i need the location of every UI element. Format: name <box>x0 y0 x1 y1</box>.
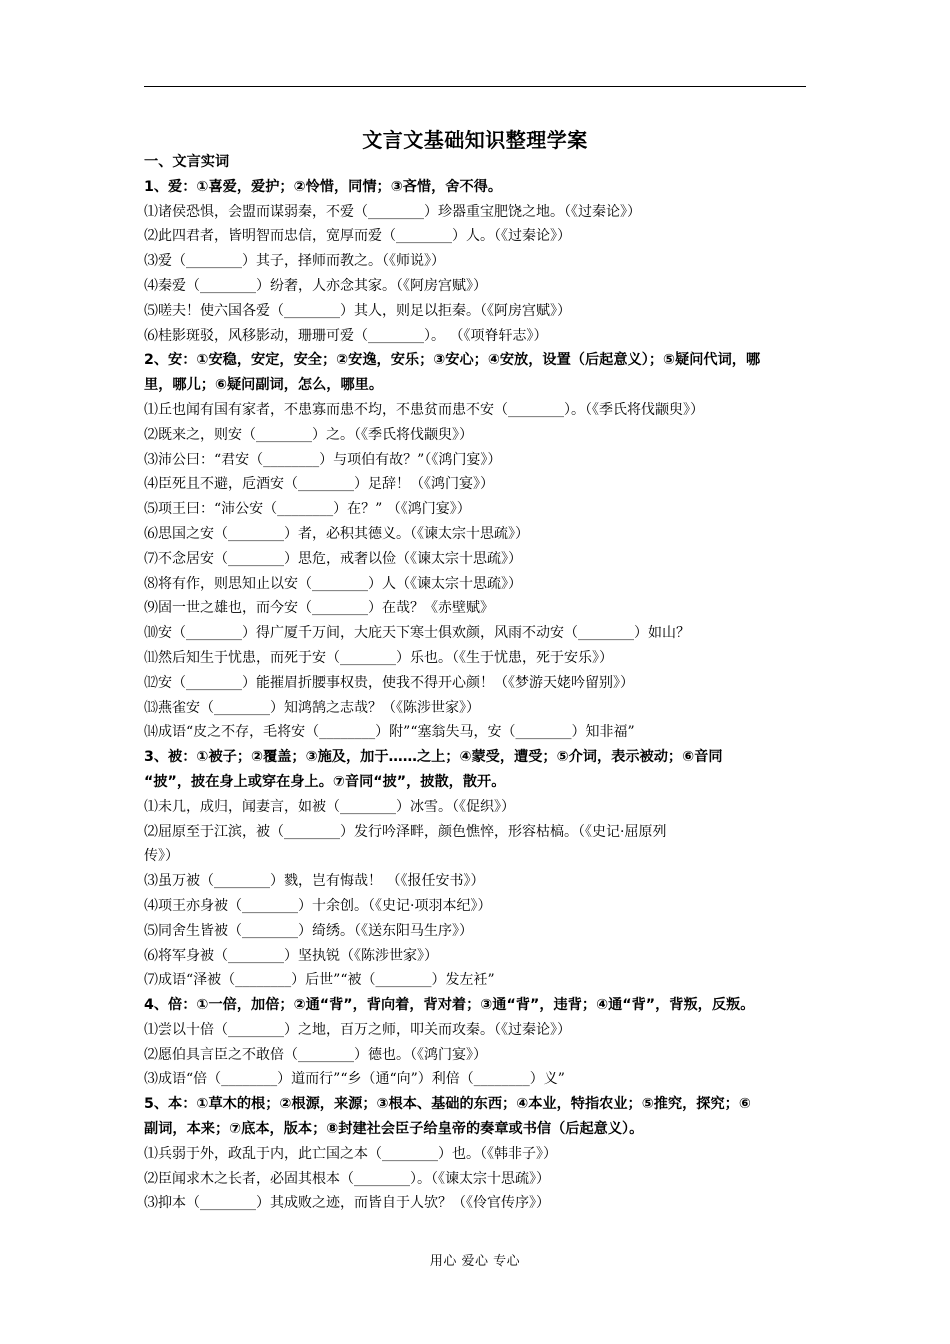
header-rule <box>144 86 806 87</box>
exercise-sentence: ⑶沛公曰：“君安（________）与项伯有故？”（《鸿门宴》） <box>144 451 502 468</box>
document-body <box>144 150 934 1216</box>
exercise-sentence: ⑷臣死且不避，卮酒安（________）足辞！（《鸿门宴》） <box>144 476 494 493</box>
exercise-sentence: ⑴尝以十倍（________）之地，百万之师，叩关而攻秦。（《过秦论》） <box>144 1021 571 1038</box>
exercise-sentence: ⑶成语“倍（________）道而行”“乡（通“向”）利倍（________）义” <box>144 1071 565 1088</box>
exercise-sentence: ⑼固一世之雄也，而今安（________）在哉？《赤壁赋》 <box>144 600 494 617</box>
exercise-sentence: ⑾然后知生于忧患，而死于安（________）乐也。（《生于忧患，死于安乐》） <box>144 649 613 666</box>
exercise-sentence: ⑻将有作，则思知止以安（________）人（《谏太宗十思疏》） <box>144 575 522 592</box>
exercise-sentence: ⑵此四君者，皆明智而忠信，宽厚而爱（________）人。（《过秦论》） <box>144 228 571 245</box>
word-definition-heading: 5、本：①草木的根；②根源，来源；③根本、基础的东西；④本业，特指农业；⑤推究，探究；⑥ <box>144 1096 751 1113</box>
exercise-sentence: ⑵既来之，则安（________）之。（《季氏将伐颛臾》） <box>144 426 473 443</box>
word-definition-heading: 4、倍：①一倍，加倍；②通“背”，背向着，背对着；③通“背”，违背；④通“背”，背叛，反叛。 <box>144 997 755 1014</box>
exercise-sentence: ⑴丘也闻有国有家者，不患寡而患不均，不患贫而患不安（________）。（《季氏将伐颛臾》） <box>144 401 704 418</box>
word-definition-heading: 副词，本来；⑦底本，版本；⑧封建社会臣子给皇帝的奏章或书信（后起意义）。 <box>144 1121 644 1138</box>
exercise-sentence: ⑸项王曰：“沛公安（________）在？” （《鸿门宴》） <box>144 501 471 518</box>
exercise-sentence: ⑵臣闻求木之长者，必固其根本（________）。（《谏太宗十思疏》） <box>144 1170 550 1187</box>
word-definition-heading: “披”，披在身上或穿在身上。⑦音同“披”，披散，散开。 <box>144 773 506 790</box>
exercise-sentence: ⑸嗟夫！使六国各爱（________）其人，则足以拒秦。（《阿房宫赋》） <box>144 302 571 319</box>
exercise-sentence: ⑶爱（________）其子，择师而教之。（《师说》） <box>144 253 445 270</box>
exercise-sentence: ⑴未几，成归，闻妻言，如被（________）冰雪。（《促织》） <box>144 798 515 815</box>
exercise-sentence: ⑿安（________）能摧眉折腰事权贵，使我不得开心颜！（《梦游天姥吟留别》） <box>144 674 634 691</box>
word-definition-heading: 3、被：①被子；②覆盖；③施及，加于……之上；④蒙受，遭受；⑤介词，表示被动；⑥音同 <box>144 749 723 766</box>
exercise-sentence: 传》） <box>144 848 179 865</box>
exercise-sentence: ⑺不念居安（________）思危，戒奢以俭（《谏太宗十思疏》） <box>144 550 522 567</box>
exercise-sentence: ⑷秦爱（________）纷奢，人亦念其家。（《阿房宫赋》） <box>144 277 487 294</box>
exercise-sentence: ⒁成语“皮之不存，毛将安（________）附”“塞翁失马，安（________）知非福” <box>144 724 635 741</box>
exercise-sentence: ⑸同舍生皆被（________）绮绣。（《送东阳马生序》） <box>144 922 473 939</box>
word-definition-heading: 里，哪儿；⑥疑问副词，怎么，哪里。 <box>144 377 384 394</box>
exercise-sentence: ⑴兵弱于外，政乱于内，此亡国之本（________）也。（《韩非子》） <box>144 1145 557 1162</box>
exercise-sentence: ⑶虽万被（________）戮，岂有悔哉！ （《报任安书》） <box>144 873 485 890</box>
page-footer: 用心 爱心 专心 <box>429 1254 521 1269</box>
exercise-sentence: ⑺成语“泽被（________）后世”“被（________）发左衽” <box>144 972 495 989</box>
section-heading: 一、文言实词 <box>144 154 230 170</box>
word-definition-heading: 2、安：①安稳，安定，安全；②安逸，安乐；③安心；④安放，设置（后起意义）；⑤疑问代词，哪 <box>144 352 761 369</box>
exercise-sentence: ⑵愿伯具言臣之不敢倍（________）德也。（《鸿门宴》） <box>144 1046 487 1063</box>
exercise-sentence: ⑷项王亦身被（________）十余创。（《史记·项羽本纪》） <box>144 897 492 914</box>
page-title: 文言文基础知识整理学案 <box>362 128 588 152</box>
exercise-sentence: ⑹桂影斑驳，风移影动，珊珊可爱（________）。 （《项脊轩志》） <box>144 327 548 344</box>
exercise-sentence: ⑹将军身被（________）坚执锐（《陈涉世家》） <box>144 947 438 964</box>
exercise-sentence: ⑽安（________）得广厦千万间，大庇天下寒士俱欢颜，风雨不动安（________）如山？ <box>144 625 690 642</box>
exercise-sentence: ⑴诸侯恐惧，会盟而谋弱秦，不爱（________）珍器重宝肥饶之地。（《过秦论》） <box>144 203 641 220</box>
word-definition-heading: 1、爱：①喜爱，爱护；②怜惜，同情；③吝惜，舍不得。 <box>144 178 503 195</box>
exercise-sentence: ⑹思国之安（________）者，必积其德义。（《谏太宗十思疏》） <box>144 525 529 542</box>
exercise-lines <box>144 175 934 1216</box>
exercise-sentence: ⑶抑本（________）其成败之迹，而皆自于人欤？（《伶官传序》） <box>144 1195 550 1212</box>
exercise-sentence: ⑵屈原至于江滨，被（________）发行吟泽畔，颜色憔悴，形容枯槁。（《史记·屈原列 <box>144 823 667 840</box>
exercise-sentence: ⒀燕雀安（________）知鸿鹄之志哉？（《陈涉世家》） <box>144 699 480 716</box>
